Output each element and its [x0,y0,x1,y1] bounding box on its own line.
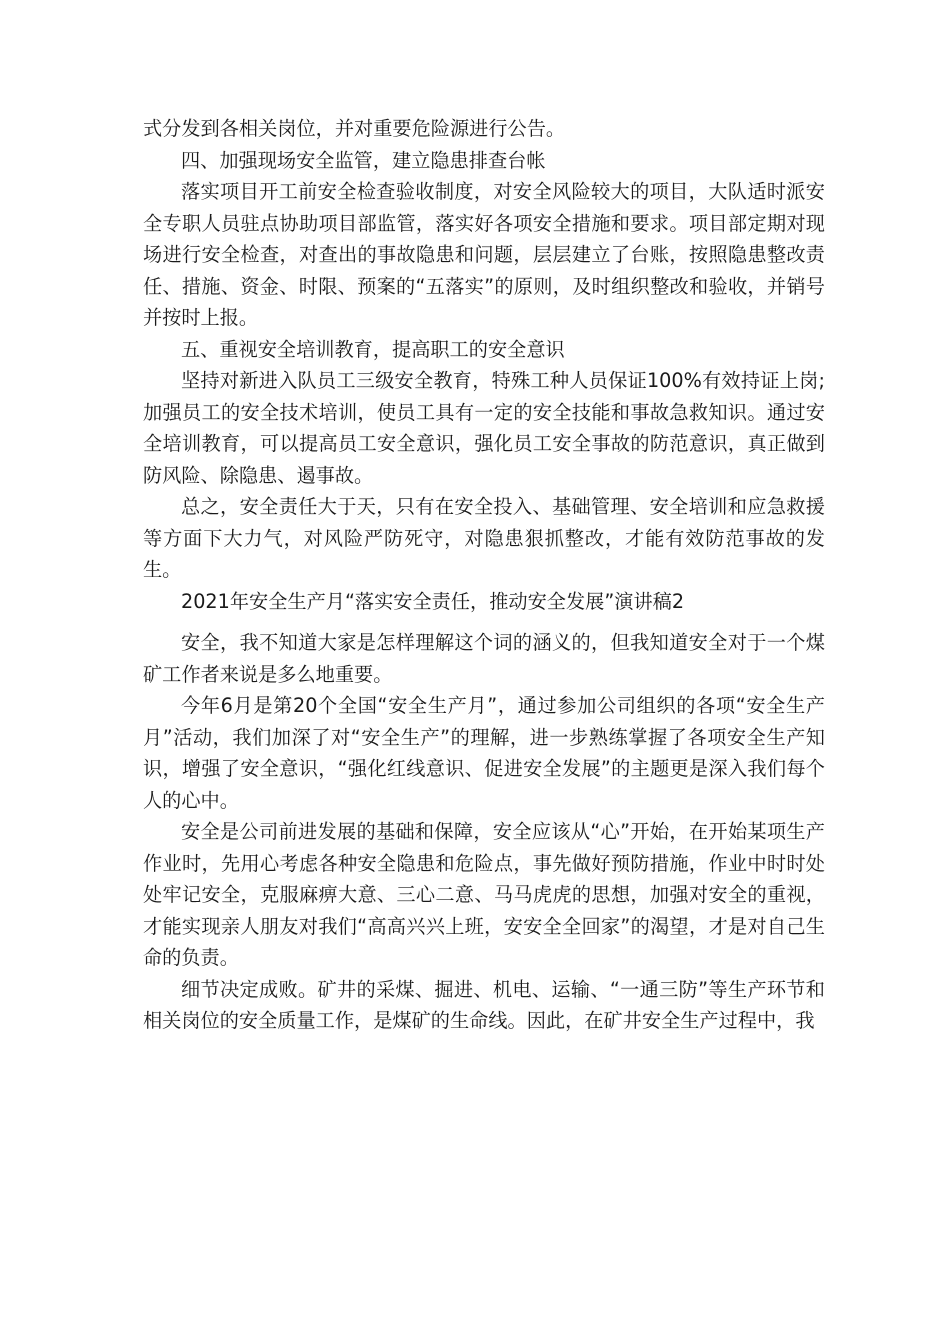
document-body [143,113,825,1037]
paragraph-training: 坚持对新进入队员工三级安全教育，特殊工种人员保证100%有效持证上岗;加强员工的安全技术培训，使员工具有一定的安全技能和事故急救知识。通过安全培训教育，可以提高员工安全意识，强化员工安全事故的防范意识，真正做到防风险、除隐患、遏事故。 [143,369,825,487]
paragraph-site-supervision: 落实项目开工前安全检查验收制度，对安全风险较大的项目，大队适时派安全专职人员驻点协助项目部监管，落实好各项安全措施和要求。项目部定期对现场进行安全检查，对查出的事故隐患和问题，层层建立了台账，按照隐患整改责任、措施、资金、时限、预案的“五落实”的原则，及时组织整改和验收，并销号并按时上报。 [143,180,825,329]
paragraph-continued: 式分发到各相关岗位，并对重要危险源进行公告。 [143,117,566,140]
paragraph-details: 细节决定成败。矿井的采煤、掘进、机电、运输、“一通三防”等生产环节和相关岗位的安全质量工作，是煤矿的生命线。因此，在矿井安全生产过程中，我 [143,977,825,1032]
section-heading-4: 四、加强现场安全监管，建立隐患排查台帐 [181,148,546,172]
section-heading-5: 五、重视安全培训教育，提高职工的安全意识 [181,337,565,361]
paragraph-safety-foundation: 安全是公司前进发展的基础和保障，安全应该从“心”开始，在开始某项生产作业时，先用心考虑各种安全隐患和危险点，事先做好预防措施，作业中时时处处牢记安全，克服麻痹大意、三心二意、马马虎虎的思想，加强对安全的重视，才能实现亲人朋友对我们“高高兴兴上班，安安全全回家”的渴望，才是对自己生命的负责。 [143,820,825,969]
paragraph-safety-month: 今年6月是第20个全国“安全生产月”，通过参加公司组织的各项“安全生产月”活动，我们加深了对“安全生产”的理解，进一步熟练掌握了各项安全生产知识，增强了安全意识，“强化红线意识、促进安全发展”的主题更是深入我们每个人的心中。 [143,694,825,812]
paragraph-conclusion: 总之，安全责任大于天，只有在安全投入、基础管理、安全培训和应急救援等方面下大力气，对风险严防死守，对隐患狠抓整改，才能有效防范事故的发生。 [143,495,825,581]
paragraph-intro: 安全，我不知道大家是怎样理解这个词的涵义的，但我知道安全对于一个煤矿工作者来说是多么地重要。 [143,631,825,686]
speech-title: 2021年安全生产月“落实安全责任，推动安全发展”演讲稿2 [181,589,685,613]
